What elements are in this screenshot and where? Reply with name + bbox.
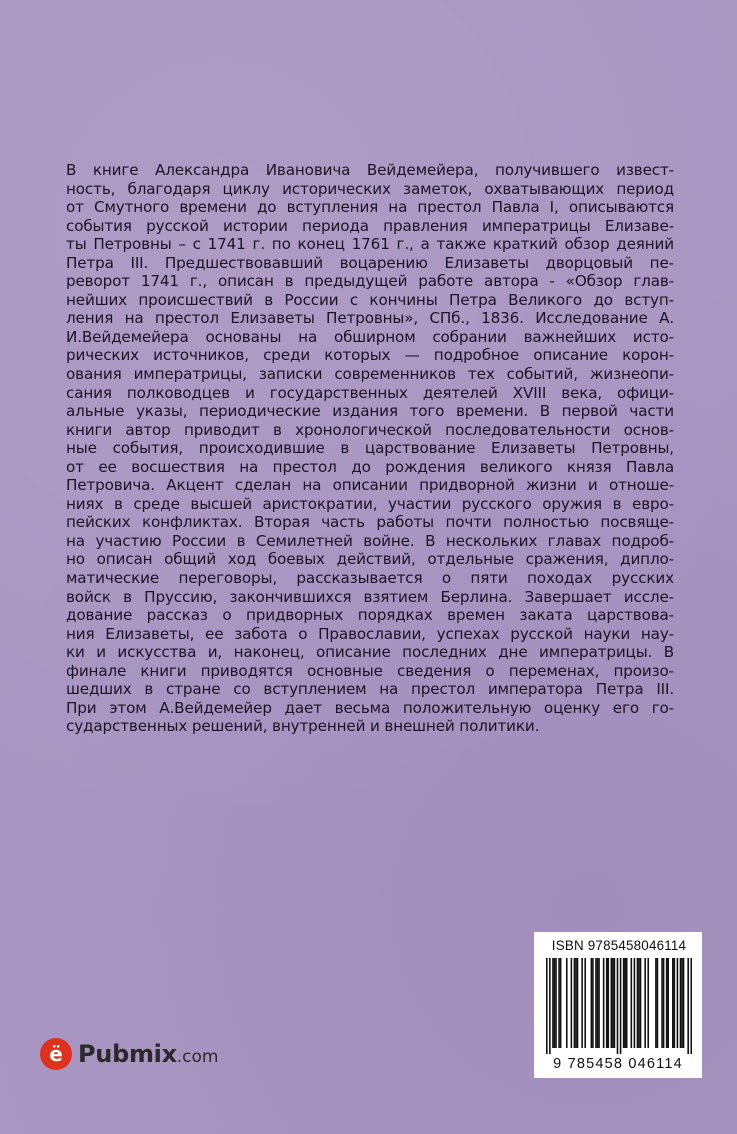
isbn-label: ISBN 9785458046114: [551, 938, 687, 953]
barcode-bar: [623, 958, 625, 1048]
barcode-bar: [640, 958, 642, 1048]
annotation-line: от Смутного времени до вступления на престол Павла I, описываются: [66, 198, 674, 217]
barcode-bar: [647, 958, 649, 1048]
barcode-bars: [546, 958, 692, 1054]
barcode-bar: [674, 958, 676, 1048]
barcode-bar: [597, 958, 599, 1048]
annotation-line: войск в Пруссию, закончившихся взятием Берлина. Завершает иссле-: [66, 587, 674, 606]
annotation-line: Петра III. Предшествовавший воцарению Елизаветы дворцовый пе-: [66, 253, 674, 272]
barcode-bar: [603, 958, 605, 1048]
barcode-bar: [666, 958, 668, 1048]
publisher-logo: [40, 1036, 219, 1072]
annotation-line: финале книги приводятся основные сведения о переменах, произо-: [66, 661, 674, 680]
barcode-bar: [614, 958, 616, 1048]
barcode-bar: [672, 958, 674, 1048]
barcode-bar: [620, 958, 622, 1054]
annotation-line: ные события, происходившие в царствование Елизаветы Петровны,: [66, 439, 674, 458]
annotation-line: ниях в среде высшей аристократии, участии русского оружия в евро-: [66, 494, 674, 513]
barcode-bar: [571, 958, 573, 1048]
annotation-line: события русской истории периода правления императрицы Елизаве-: [66, 216, 674, 235]
barcode-bar: [687, 958, 689, 1054]
barcode-bar: [683, 958, 685, 1048]
barcode-bar: [634, 958, 636, 1048]
annotation-line: ния Елизаветы, ее забота о Православии, успехах русской науки нау-: [66, 624, 674, 643]
annotation-line: При этом А.Вейдемейер дает весьма положительную оценку его го-: [66, 698, 674, 717]
barcode-bar: [555, 958, 557, 1048]
barcode-bar: [598, 958, 600, 1048]
barcode-bar: [595, 958, 597, 1048]
barcode-bar: [637, 958, 639, 1048]
annotation-line: ты Петровны – с 1741 г. по конец 1761 г., а также краткий обзор деяний: [66, 235, 674, 254]
barcode-bar: [663, 958, 665, 1048]
barcode-bar: [546, 958, 548, 1054]
barcode-bar: [626, 958, 628, 1048]
barcode-bar: [612, 958, 614, 1048]
barcode-bar: [606, 958, 608, 1048]
barcode-bar: [566, 958, 568, 1048]
book-annotation: [66, 161, 674, 736]
barcode-bar: [575, 958, 577, 1048]
annotation-line: рических источников, среди которых — подробное описание корон-: [66, 346, 674, 365]
annotation-line: шедших в стране со вступлением на престол императора Петра III.: [66, 680, 674, 699]
annotation-line: ления на престол Елизаветы Петровны», СПб., 1836. Исследование А.: [66, 309, 674, 328]
barcode-bar: [607, 958, 609, 1048]
barcode-bar: [624, 958, 626, 1048]
publisher-name: Pubmix: [78, 1040, 177, 1068]
annotation-line: дование рассказ о придворных порядках времен заката царствова-: [66, 606, 674, 625]
barcode-bar: [552, 958, 554, 1048]
barcode-bar: [581, 958, 583, 1048]
barcode-bar: [680, 958, 682, 1048]
barcode-bar: [655, 958, 657, 1048]
annotation-line: Петровича. Акцент сделан на описании придворной жизни и отноше-: [66, 476, 674, 495]
barcode-bar: [591, 958, 593, 1048]
annotation-line: В книге Александра Ивановича Вейдемейера, получившего извест-: [66, 161, 674, 179]
annotation-line: реворот 1741 г., описан в предыдущей работе автора - «Обзор глав-: [66, 272, 674, 291]
annotation-line: сания полководцев и государственных деятелей XVIII века, офици-: [66, 383, 674, 402]
annotation-line: книги автор приводит в хронологической последовательности основ-: [66, 420, 674, 439]
barcode-bar: [592, 958, 594, 1048]
barcode-bar: [667, 958, 669, 1048]
barcode-bar: [681, 958, 683, 1048]
barcode-bar: [549, 958, 551, 1054]
publisher-logo-icon: ё: [40, 1038, 72, 1070]
annotation-line: нейших происшествий в России с кончины Петра Великого до вступ-: [66, 290, 674, 309]
annotation-line: но описан общий ход боевых действий, отдельные сражения, дипло-: [66, 550, 674, 569]
annotation-line: матические переговоры, рассказывается о пяти походах русских: [66, 569, 674, 588]
annotation-line: ность, благодаря циклу исторических заметок, охватывающих период: [66, 179, 674, 198]
annotation-line: пейских конфликтах. Вторая часть работы почти полностью посвяще-: [66, 513, 674, 532]
isbn-barcode: [534, 932, 702, 1078]
annotation-line: ки и искусства и, наконец, описание последних дне императрицы. В: [66, 643, 674, 662]
barcode-bar: [677, 958, 679, 1048]
annotation-line: И.Вейдемейера основаны на обширном собрании важнейших исто-: [66, 327, 674, 346]
barcode-bar: [638, 958, 640, 1048]
annotation-line: от ее восшествия на престол до рождения великого князя Павла: [66, 457, 674, 476]
barcode-bar: [577, 958, 579, 1048]
annotation-line: на участию России в Семилетней войне. В нескольких главах подроб-: [66, 531, 674, 550]
barcode-bar: [617, 958, 619, 1054]
annotation-line: ования императрицы, записки современников тех событий, жизнеопи-: [66, 365, 674, 384]
barcode-bar: [584, 958, 586, 1048]
barcode-bar: [574, 958, 576, 1048]
barcode-digits: 9 785458 046114: [553, 1056, 683, 1072]
annotation-line: сударственных решений, внутренней и внешней политики.: [66, 717, 540, 736]
barcode-bar: [554, 958, 556, 1048]
barcode-bar: [631, 958, 633, 1048]
publisher-domain: .com: [176, 1046, 219, 1067]
barcode-bar: [611, 958, 613, 1048]
barcode-bar: [560, 958, 562, 1048]
barcode-bar: [558, 958, 560, 1048]
barcode-bar: [661, 958, 663, 1048]
barcode-bar: [690, 958, 692, 1054]
barcode-bar: [657, 958, 659, 1048]
barcode-bar: [644, 958, 646, 1048]
annotation-line: альные указы, периодические издания того времени. В первой части: [66, 402, 674, 421]
